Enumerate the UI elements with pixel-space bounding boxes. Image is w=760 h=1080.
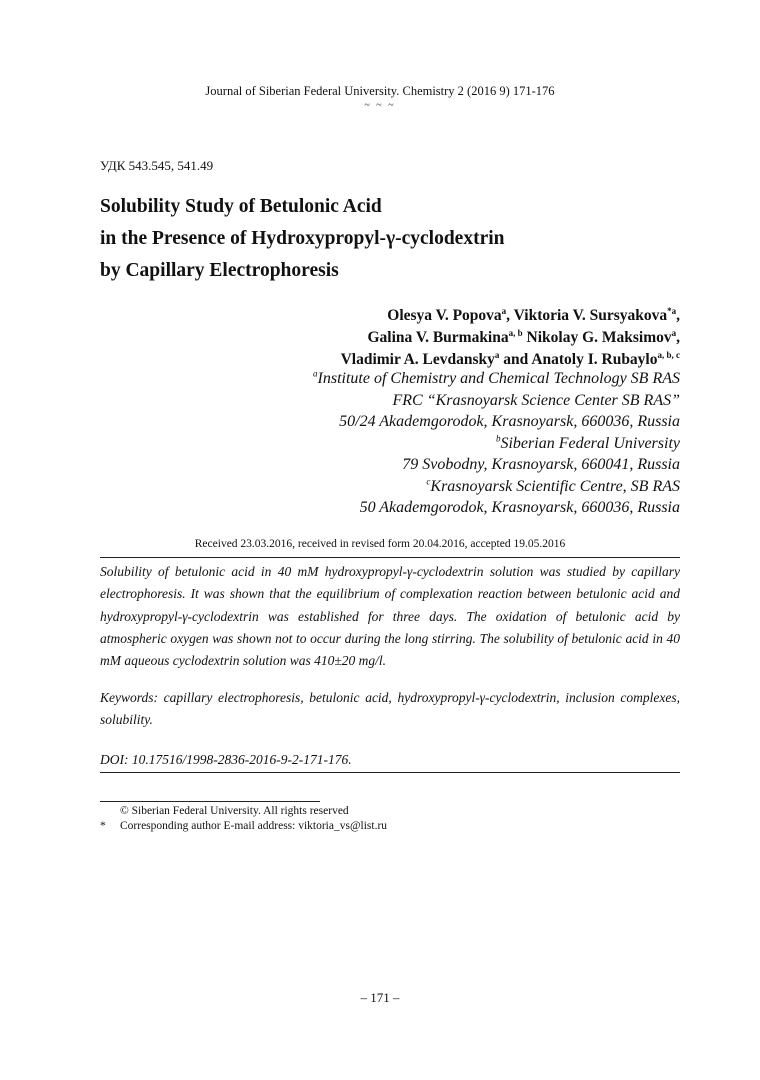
affiliation-line: FRC “Krasnoyarsk Science Center SB RAS”	[392, 391, 680, 409]
author-affil-mark: a	[671, 327, 677, 338]
author-separator: ,	[676, 307, 680, 324]
author-separator: ,	[506, 307, 514, 324]
divider-bottom	[100, 772, 680, 773]
author-affil-mark: a, b, c	[657, 349, 680, 360]
author-separator: and	[499, 351, 532, 368]
affil-mark: c	[426, 476, 431, 487]
author-name: Anatoly I. Rubaylo	[531, 351, 658, 368]
author-name: Galina V. Burmakina	[367, 329, 509, 346]
author-name: Viktoria V. Sursyakova	[513, 307, 668, 324]
author-name: Nikolay G. Maksimov	[526, 329, 672, 346]
author-line-1	[120, 305, 680, 327]
footnote-corresponding: * Corresponding author E-mail address: viktoria_vs@list.ru	[100, 820, 388, 832]
affiliation-line: $^c$Krasnoyarsk Scientific Centre, SB RAS	[426, 476, 680, 495]
abstract: Solubility of betulonic acid in 40 mM hydroxypropyl-γ-cyclodextrin solution was studied by capillary electrophoresis. It was shown that the equilibrium of complexation reaction between betulonic acid and hydroxypropyl-γ-cyclodextrin was established for three days. The oxidation of betulonic acid by atmospheric oxygen was shown not to occur during the long stirring. The solubility of betulonic acid in 40 mM aqueous cyclodextrin solution was 410±20 mg/l.	[100, 564, 680, 669]
header-ornament: ~ ~ ~	[364, 100, 396, 111]
author-affil-mark: a	[494, 349, 500, 360]
udk-code: УДК 543.545, 541.49	[100, 158, 214, 173]
journal-header: Journal of Siberian Federal University. Chemistry 2 (2016 9) 171-176	[205, 84, 555, 98]
keywords: Keywords: capillary electrophoresis, betulonic acid, hydroxypropyl-γ-cyclodextrin, inclusion complexes, solubility.	[100, 690, 680, 728]
author-line-2	[120, 327, 680, 349]
affiliation-line: 50/24 Akademgorodok, Krasnoyarsk, 660036, Russia	[339, 413, 680, 430]
title-line-1: Solubility Study of Betulonic Acid	[100, 196, 382, 217]
author-affil-mark: *a	[667, 305, 677, 316]
affiliation-line: $^a$Institute of Chemistry and Chemical Technology SB RAS	[313, 368, 680, 387]
affiliations	[120, 368, 680, 519]
received-dates: Received 23.03.2016, received in revised form 20.04.2016, accepted 19.05.2016	[194, 538, 566, 550]
author-name: Olesya V. Popova	[387, 307, 502, 324]
author-name: Vladimir A. Levdansky	[340, 351, 495, 368]
author-affil-mark: a, b	[508, 327, 523, 338]
affiliation-line: 79 Svobodny, Krasnoyarsk, 660041, Russia	[402, 456, 680, 473]
affil-mark: a	[313, 368, 318, 379]
footnote-mark: *	[100, 820, 106, 832]
footnote-copyright: © Siberian Federal University. All rights reserved	[120, 805, 349, 817]
author-affil-mark: a	[501, 305, 507, 316]
affil-mark: b	[495, 433, 501, 444]
affiliation-line: 50 Akademgorodok, Krasnoyarsk, 660036, Russia	[359, 499, 680, 516]
paper-title	[100, 191, 680, 287]
page-number: – 171 –	[360, 990, 400, 1005]
author-list	[120, 305, 680, 371]
affiliation-line: $^b$Siberian Federal University	[495, 433, 680, 452]
doi: DOI: 10.17516/1998-2836-2016-9-2-171-176.	[100, 752, 352, 767]
title-line-2: in the Presence of Hydroxypropyl-γ-cyclodextrin	[100, 228, 505, 249]
author-separator: ,	[676, 329, 680, 346]
divider-top	[100, 557, 680, 558]
footnote-divider	[100, 801, 320, 802]
title-line-3: by Capillary Electrophoresis	[100, 260, 339, 281]
